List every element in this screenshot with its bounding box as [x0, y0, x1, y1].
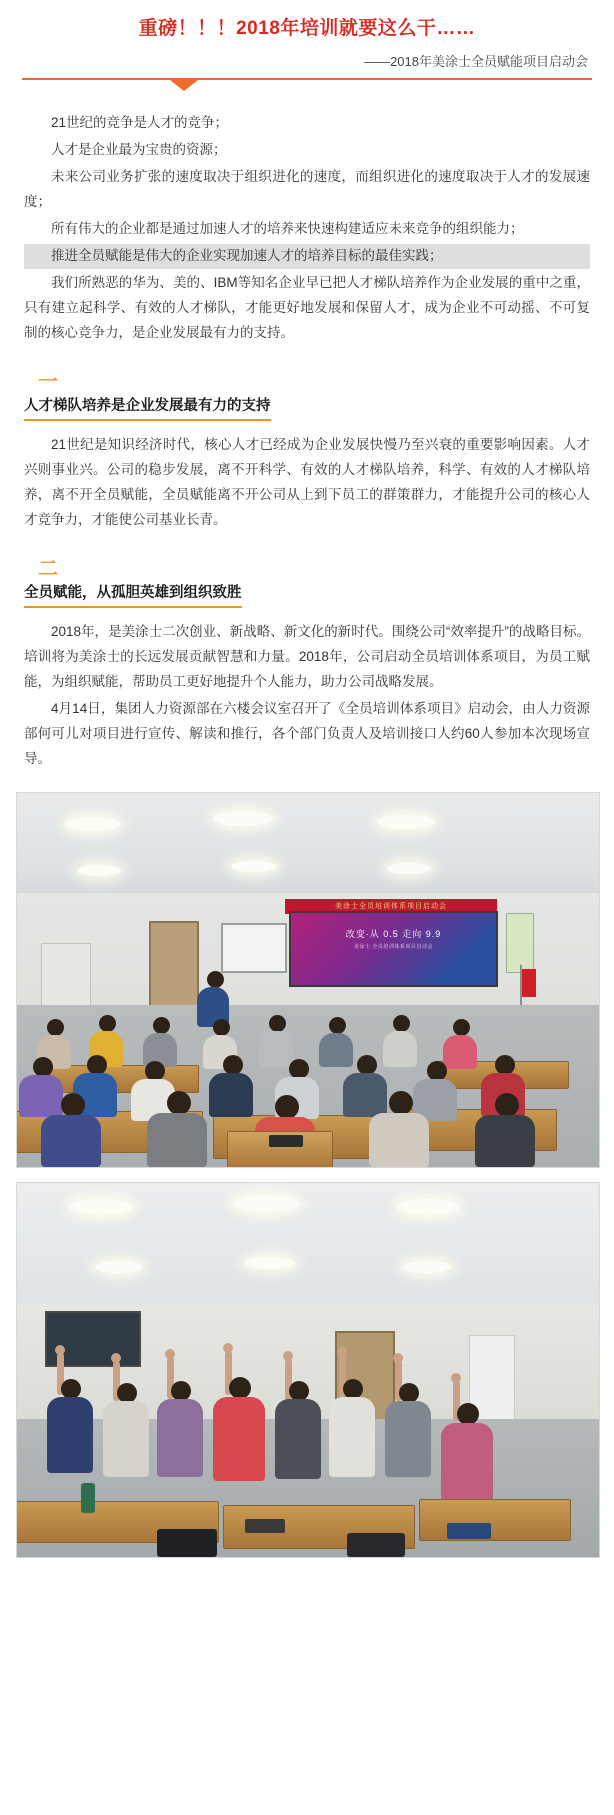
- attendee-head: [167, 1091, 191, 1115]
- ceiling-light: [387, 863, 431, 874]
- ceiling-light: [377, 815, 435, 829]
- intro-paragraph: 未来公司业务扩张的速度取决于组织进化的速度，而组织进化的速度取决于人才的发展速度；: [24, 168, 590, 209]
- chair: [157, 1529, 217, 1557]
- ceiling-light: [213, 811, 273, 826]
- section-body-2: [24, 620, 590, 772]
- water-bottle: [81, 1483, 95, 1513]
- photo-training-room: [16, 792, 600, 1168]
- wall-poster: [506, 913, 534, 973]
- attendee-body: [475, 1115, 535, 1167]
- raised-fist: [337, 1347, 347, 1357]
- event-banner: 美涂士全员培训体系项目启动会: [285, 899, 497, 914]
- attendee-head: [495, 1093, 519, 1117]
- ceiling-light: [231, 861, 277, 872]
- ceiling-light: [65, 817, 121, 831]
- raised-fist: [393, 1353, 403, 1363]
- intro-closing-paragraph: 我们所熟恶的华为、美的、IBM等知名企业早已把人才梯队培养作为企业发展的重中之重，只有建立起科学、有效的人才梯队，才能更好地发展和保留人才，成为企业不可动摇、不可复制的核心竞争力，是企业发展最有力的支持。: [24, 274, 590, 340]
- chair: [347, 1533, 405, 1557]
- attendee-head: [47, 1019, 64, 1036]
- intro-paragraph: 21世纪的竞争是人才的竞争；: [51, 114, 229, 130]
- section-paragraph: 4月14日，集团人力资源部在六楼会议室召开了《全员培训体系项目》启动会，由人力资源部何可儿对项目进行宣传、解读和推行，各个部门负责人及培训接口人约60人参加本次现场宣导。: [24, 700, 590, 766]
- attendee-head: [357, 1055, 377, 1075]
- ceiling-light: [403, 1261, 451, 1273]
- section-number: 二: [38, 557, 60, 580]
- screen-subtitle: 美涂士 全员培训体系项目启动会: [354, 943, 433, 950]
- section-heading-2: [24, 559, 590, 608]
- attendee-body: [443, 1035, 477, 1069]
- raised-fist: [283, 1351, 293, 1361]
- ceiling-light: [233, 1195, 299, 1212]
- intro-highlight-paragraph: 推进全员赋能是伟大的企业实现加速人才的培养目标的最佳实践；: [24, 244, 590, 269]
- attendee-head: [427, 1061, 447, 1081]
- attendee-body: [147, 1113, 207, 1167]
- raised-fist: [55, 1345, 65, 1355]
- intro-block: [0, 101, 614, 772]
- whiteboard: [221, 923, 287, 973]
- raised-fist: [223, 1343, 233, 1353]
- page-title: 重磅！！！2018年培训就要这么干……: [138, 18, 476, 39]
- section-paragraph: 2018年，是美涂士二次创业、新战略、新文化的新时代。围绕公司“效率提升”的战略目标。培训将为美涂士的长远发展贡献智慧和力量。2018年，公司启动全员培训体系项目，为员工赋能，为组织赋能，帮助员工更好地提升个人能力，助力公司战略发展。: [24, 623, 590, 689]
- participant-head: [399, 1383, 419, 1403]
- participant-body: [329, 1397, 375, 1477]
- intro-paragraph: 人才是企业最为宝贵的资源；: [51, 141, 227, 157]
- attendee-body: [319, 1033, 353, 1067]
- header-arrow-marker: [170, 80, 198, 91]
- photo-gallery: [0, 774, 614, 1574]
- attendee-body: [209, 1073, 253, 1117]
- attendee-head: [329, 1017, 346, 1034]
- section-paragraph: 21世纪是知识经济时代，核心人才已经成为企业发展快慢乃至兴衰的重要影响因素。人才兴则事业兴。公司的稳步发展，离不开科学、有效的人才梯队培养，科学、有效的人才梯队培养，离不开全员赋能，全员赋能离不开公司从上到下员工的群策群力，才能提升公司的核心人才竞争力，才能使公司基业长青。: [24, 436, 590, 527]
- attendee-head: [453, 1019, 470, 1036]
- ceiling-light: [77, 865, 121, 876]
- attendee-head: [275, 1095, 299, 1119]
- attendee-body: [383, 1031, 417, 1067]
- section-body-1: [24, 433, 590, 533]
- attendee-head: [269, 1015, 286, 1032]
- participant-head: [343, 1379, 363, 1399]
- desk: [47, 1065, 199, 1093]
- section-number: 一: [38, 370, 60, 393]
- participant-body: [213, 1397, 265, 1481]
- desk: [419, 1499, 571, 1541]
- participant-body: [441, 1423, 493, 1501]
- attendee-head: [495, 1055, 515, 1075]
- door: [149, 921, 199, 1011]
- attendee-head: [223, 1055, 243, 1075]
- attendee-body: [259, 1031, 293, 1067]
- notebook: [269, 1135, 303, 1147]
- speaker-head: [207, 971, 224, 988]
- attendee-body: [41, 1115, 101, 1167]
- attendee-head: [145, 1061, 165, 1081]
- projector-screen: [289, 911, 498, 987]
- ceiling-light: [69, 1199, 133, 1215]
- attendee-body: [369, 1113, 429, 1167]
- ceiling-light: [245, 1257, 295, 1269]
- attendee-body: [343, 1073, 387, 1117]
- ceiling-light: [397, 1199, 459, 1215]
- article-header: [0, 0, 614, 101]
- attendee-body: [19, 1075, 63, 1117]
- section-heading-1: [24, 372, 590, 421]
- attendee-head: [87, 1055, 107, 1075]
- attendee-head: [213, 1019, 230, 1036]
- attendee-head: [389, 1091, 413, 1115]
- participant-head: [171, 1381, 191, 1401]
- folder: [447, 1523, 491, 1539]
- attendee-head: [393, 1015, 410, 1032]
- attendee-head: [33, 1057, 53, 1077]
- participant-head: [457, 1403, 479, 1425]
- participant-body: [157, 1399, 203, 1477]
- attendee-head: [289, 1059, 309, 1079]
- chinese-flag: [522, 969, 536, 997]
- attendee-head: [153, 1017, 170, 1034]
- participant-head: [117, 1383, 137, 1403]
- section-title: 人才梯队培养是企业发展最有力的支持: [24, 396, 271, 421]
- page-subtitle: ——2018年美涂士全员赋能项目启动会: [364, 53, 588, 69]
- participant-body: [47, 1397, 93, 1473]
- participant-head: [61, 1379, 81, 1399]
- participant-head: [229, 1377, 251, 1399]
- intro-paragraph: 所有伟大的企业都是通过加速人才的培养来快速构建适应未来竞争的组织能力；: [51, 220, 524, 236]
- attendee-head: [61, 1093, 85, 1117]
- participant-head: [289, 1381, 309, 1401]
- raised-fist: [165, 1349, 175, 1359]
- screen-title: 改变·从 0.5 走向 9.9: [345, 928, 442, 939]
- participant-body: [385, 1401, 431, 1477]
- header-divider: [22, 78, 592, 80]
- participant-body: [103, 1401, 149, 1477]
- participant-body: [275, 1399, 321, 1479]
- notebook: [245, 1519, 285, 1533]
- ceiling-light: [95, 1261, 143, 1273]
- section-title: 全员赋能，从孤胆英雄到组织致胜: [24, 583, 242, 608]
- raised-fist: [111, 1353, 121, 1363]
- attendee-head: [99, 1015, 116, 1032]
- photo-oath-ceremony: [16, 1182, 600, 1558]
- raised-fist: [451, 1373, 461, 1383]
